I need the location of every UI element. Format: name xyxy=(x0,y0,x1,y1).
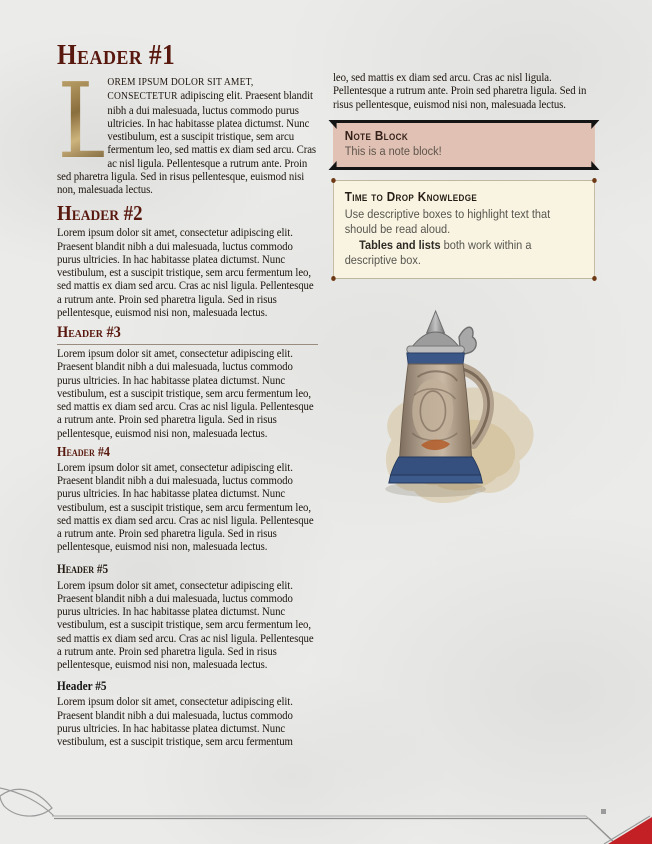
footer-leaf-icon xyxy=(0,789,52,816)
body-paragraph: Lorem ipsum dolor sit amet, consectetur adipiscing elit. Praesent blandit nibh a dui malesuada, luctus commodo purus ultricies. In hac habitasse platea dictumst. Nunc vestibulum, est a suscipit tristique, sem arcu fermentum leo, sed mattis ex diam sed arcu. Cras ac nisl ligula. Pellentesque a rutrum ante. Proin sed pharetra ligula. Sed in risus pellentesque, euismod nisi non, malesuada lectus. xyxy=(57,459,314,554)
note-border-corner-icon xyxy=(591,161,599,170)
continuation-paragraph: leo, sed mattis ex diam sed arcu. Cras ac nisl ligula. Pellentesque a rutrum ante. Proin sed pharetra ligula. Sed in risus pellentesque, euismod nisi non, malesuada lectus. xyxy=(333,70,587,111)
paragraph-dropcap xyxy=(57,60,318,196)
descriptive-text-rest: both work within a descriptive box. xyxy=(344,237,532,268)
right-column xyxy=(333,71,595,517)
corner-dot-icon xyxy=(331,276,336,281)
corner-dot-icon xyxy=(331,178,336,183)
note-block xyxy=(333,120,595,170)
beer-stein-illustration xyxy=(342,305,558,517)
note-border-corner-icon xyxy=(591,120,599,129)
descriptive-box-title: Time to Drop Knowledge xyxy=(344,188,478,204)
descriptive-box-text: Use descriptive boxes to highlight text that should be read aloud. xyxy=(344,206,551,237)
header-6-bold: Header #5 xyxy=(57,679,107,694)
note-border-corner-icon xyxy=(329,161,337,170)
note-block-body: This is a note block! xyxy=(344,143,442,158)
footer-red-triangle xyxy=(608,817,652,844)
footer-decoration xyxy=(0,780,652,844)
header-1: Header #1 xyxy=(57,40,176,71)
header-3: Header #3 xyxy=(57,323,318,345)
header-5: Header #5 xyxy=(57,561,109,576)
paragraph-1-text: adipiscing elit. Praesent blandit nibh a dui malesuada, luctus commodo purus ultricies. In hac habitasse platea dictumst. Nunc vestibulum, est a suscipit tristique, sem arcu fermentum leo, sed mattis ex diam sed arcu. Cras ac nisl ligula. Pellentesque a rutrum ante. Proin sed pharetra ligula. Sed in risus pellentesque, euismod nisi non, malesuada lectus. xyxy=(57,88,317,196)
descriptive-box xyxy=(333,180,595,279)
corner-dot-icon xyxy=(592,178,597,183)
beer-stein-svg xyxy=(342,305,558,517)
note-block-title: Note Block xyxy=(344,127,409,143)
header-2: Header #2 xyxy=(57,201,143,226)
dropcap-letter: L xyxy=(57,60,120,182)
body-paragraph: Lorem ipsum dolor sit amet, consectetur adipiscing elit. Praesent blandit nibh a dui malesuada, luctus commodo purus ultricies. In hac habitasse platea dictumst. Nunc vestibulum, est a suscipit tristique, sem arcu fermentum leo, sed mattis ex diam sed arcu. Cras ac nisl ligula. Pellentesque a rutrum ante. Proin sed pharetra ligula. Sed in risus pellentesque, euismod nisi non, malesuada lectus. xyxy=(57,577,314,671)
note-border-corner-icon xyxy=(329,120,337,129)
left-column xyxy=(57,40,318,748)
corner-dot-icon xyxy=(592,276,597,281)
descriptive-bold-lead: Tables and lists xyxy=(359,237,441,252)
header-4: Header #4 xyxy=(57,443,111,459)
descriptive-box-text-2 xyxy=(345,238,584,269)
body-paragraph: Lorem ipsum dolor sit amet, consectetur adipiscing elit. Praesent blandit nibh a dui malesuada, luctus commodo purus ultricies. In hac habitasse platea dictumst. Nunc vestibulum, est a suscipit tristique, sem arcu fermentum leo, sed mattis ex diam sed arcu. Cras ac nisl ligula. Pellentesque a rutrum ante. Proin sed pharetra ligula. Sed in risus pellentesque, euismod nisi non, malesuada lectus. xyxy=(57,346,314,440)
paragraph-1-lead: OREM IPSUM DOLOR SIT AMET, CONSECTETUR xyxy=(107,77,254,103)
body-paragraph: Lorem ipsum dolor sit amet, consectetur adipiscing elit. Praesent blandit nibh a dui malesuada, luctus commodo purus ultricies. In hac habitasse platea dictumst. Nunc vestibulum, est a suscipit tristique, sem arcu fermentum leo, sed mattis ex diam sed arcu. Cras ac nisl ligula. Pellentesque a rutrum ante. Proin sed pharetra ligula. Sed in risus pellentesque, euismod nisi non, malesuada lectus. xyxy=(57,225,314,319)
body-paragraph-truncated: Lorem ipsum dolor sit amet, consectetur adipiscing elit. Praesent blandit nibh a dui malesuada, luctus commodo purus ultricies. In hac habitasse platea dictumst. Nunc vestibulum, est a suscipit tristique, sem arcu fermentum xyxy=(57,694,293,748)
